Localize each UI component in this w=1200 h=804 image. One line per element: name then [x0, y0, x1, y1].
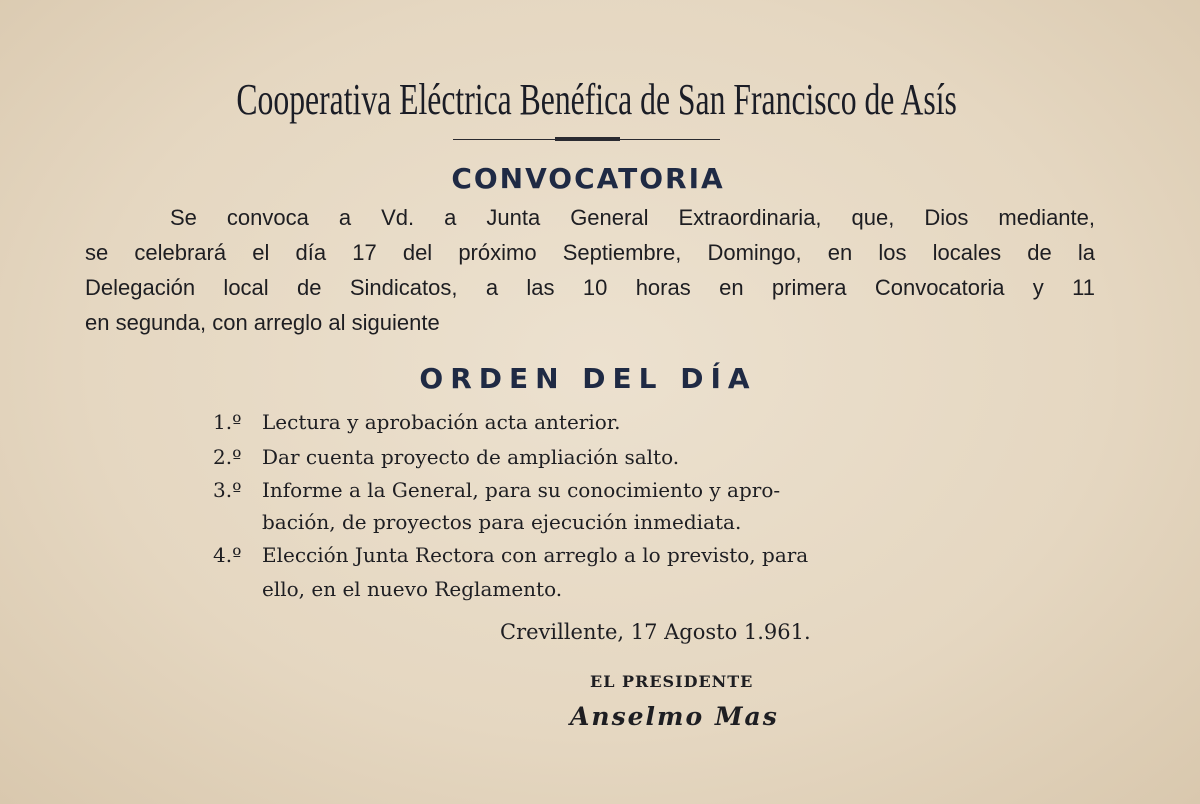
agenda-item-number: 3.º	[213, 478, 242, 502]
place-date: Crevillente, 17 Agosto 1.961.	[500, 620, 811, 644]
agenda-item-text: Elección Junta Rectora con arreglo a lo previsto, para	[262, 543, 809, 567]
organization-title: Cooperativa Eléctrica Benéfica de San Francisco de Asís	[236, 75, 957, 124]
body-line-2: se celebrará el día 17 del próximo Septiembre, Domingo, en los locales de la	[85, 240, 1095, 265]
president-signature: Anselmo Mas	[570, 702, 779, 731]
heading-orden-del-dia: ORDEN DEL DÍA	[419, 362, 757, 395]
divider-rule-center	[555, 137, 620, 141]
agenda-item-text-cont: bación, de proyectos para ejecución inmediata.	[262, 510, 742, 534]
agenda-item-text: Informe a la General, para su conocimiento y apro-	[262, 478, 781, 502]
agenda-item-text: Lectura y aprobación acta anterior.	[262, 410, 621, 434]
agenda-item-number: 2.º	[213, 445, 242, 469]
body-line-3: Delegación local de Sindicatos, a las 10 horas en primera Convocatoria y 11	[85, 275, 1095, 300]
agenda-item-number: 4.º	[213, 543, 242, 567]
agenda-item-text: Dar cuenta proyecto de ampliación salto.	[262, 445, 680, 469]
heading-convocatoria: CONVOCATORIA	[451, 162, 725, 195]
agenda-item-number: 1.º	[213, 410, 242, 434]
president-label: EL PRESIDENTE	[590, 672, 754, 691]
body-line-1: Se convoca a Vd. a Junta General Extraordinaria, que, Dios mediante,	[170, 205, 1095, 230]
body-line-4: en segunda, con arreglo al siguiente	[85, 310, 440, 335]
agenda-item-text-cont: ello, en el nuevo Reglamento.	[262, 577, 563, 601]
